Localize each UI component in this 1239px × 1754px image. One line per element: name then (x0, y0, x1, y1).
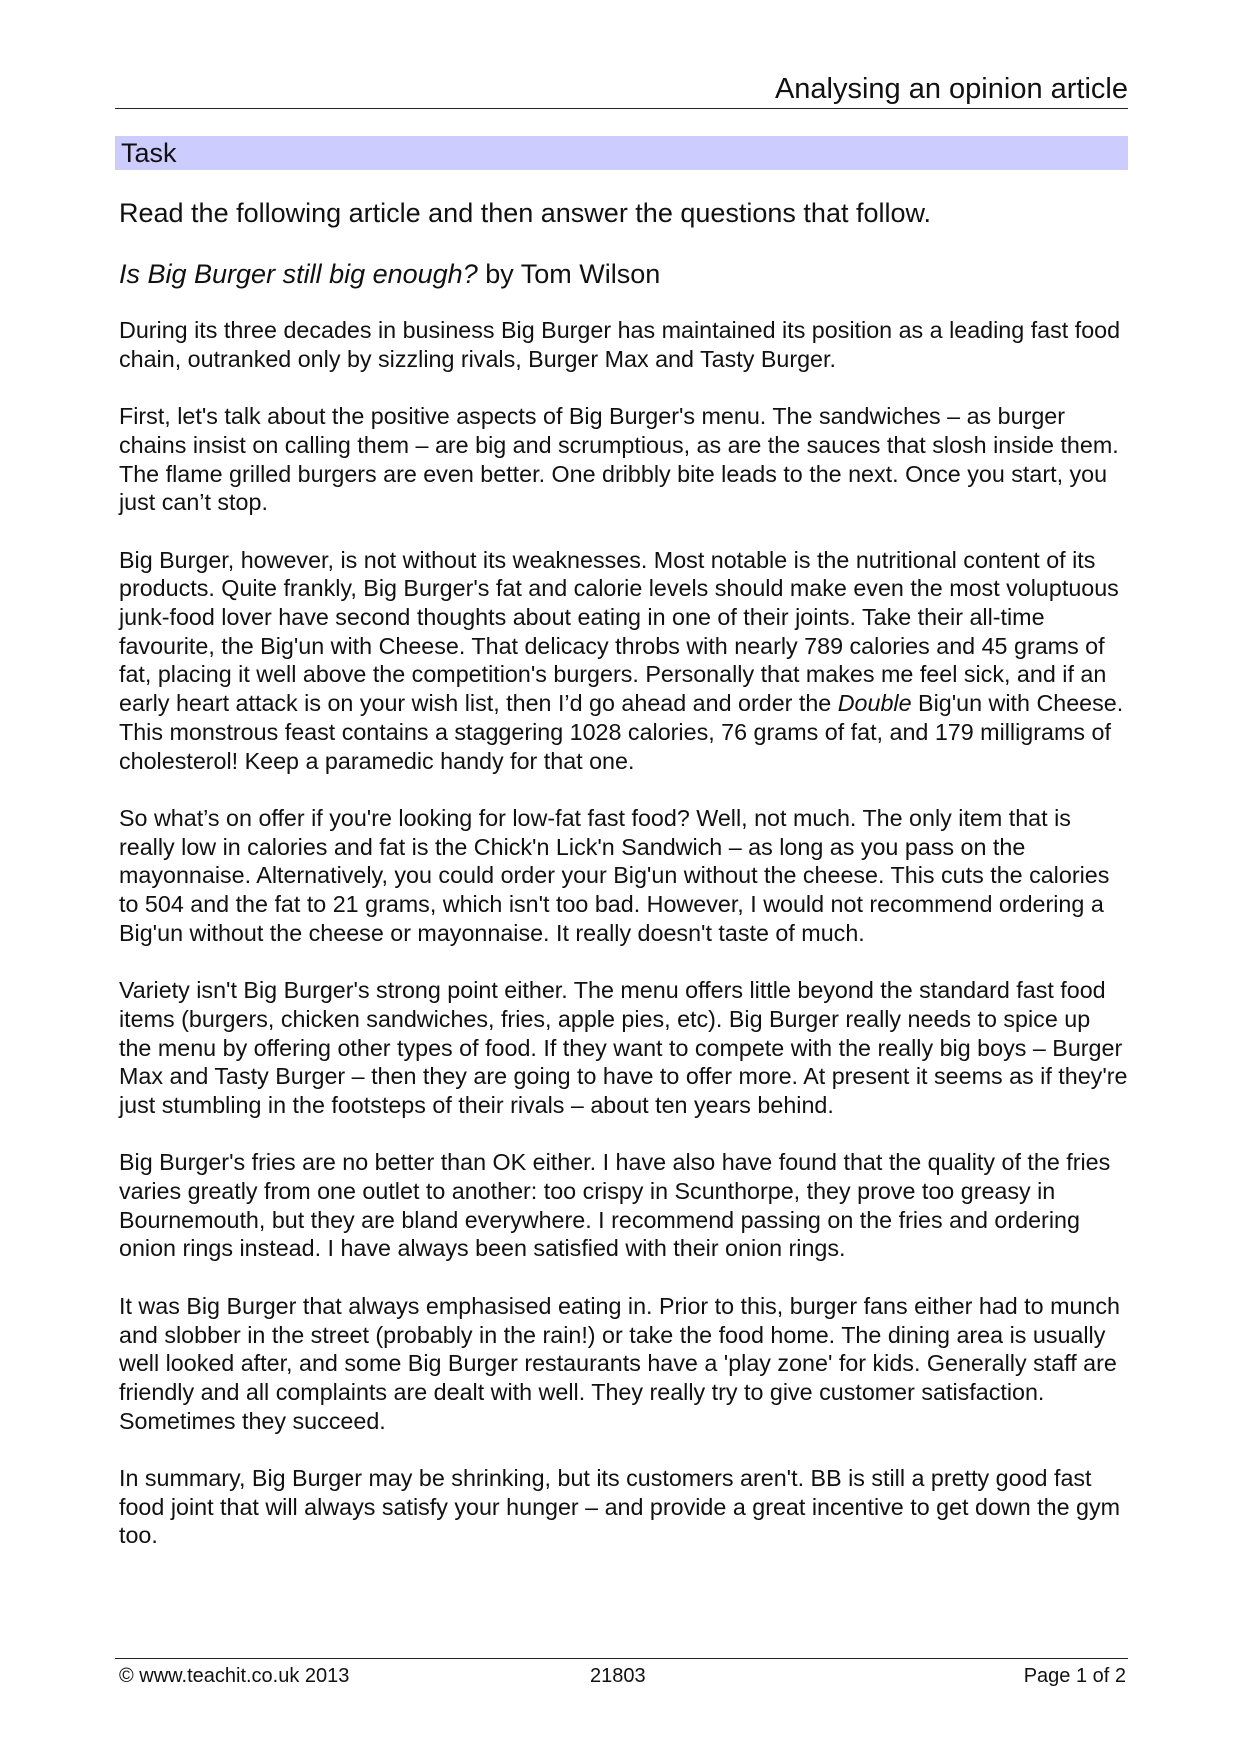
article-title: Is Big Burger still big enough? (119, 259, 478, 289)
paragraph: Big Burger's fries are no better than OK either. I have also have found that the quality of the fries varies greatly from one outlet to another: too crispy in Scunthorpe, they prove too greasy in Bournemouth, but they are bland everywhere. I recommend passing on the fries and ordering onion rings instead. I have always been satisfied with their onion rings. (119, 1149, 1111, 1262)
paragraph: It was Big Burger that always emphasised eating in. Prior to this, burger fans either had to munch and slobber in the street (probably in the rain!) or take the food home. The dining area is usually well looked after, and some Big Burger restaurants have a 'play zone' for kids. Generally staff are friendly and all complaints are dealt with well. They really try to give customer satisfaction. Sometimes they succeed. (119, 1292, 1120, 1434)
paragraph: During its three decades in business Big Burger has maintained its position as a leading fast food chain, outranked only by sizzling rivals, Burger Max and Tasty Burger. (119, 317, 1121, 372)
footer-copyright: © www.teachit.co.uk 2013 (119, 1665, 350, 1687)
paragraph: In summary, Big Burger may be shrinking, but its customers aren't. BB is still a pretty good fast food joint that will always satisfy your hunger – and provide a great incentive to get down the gym too. (119, 1465, 1121, 1549)
paragraph-text: Big Burger, however, is not without its weaknesses. Most notable is the nutritional content of its products. Quite frankly, Big Burger's fat and calorie levels should make even the most voluptuous junk-food lover have second thoughts about eating in one of their joints. Take their all-time favourite, the Big'un with Cheese. That delicacy throbs with nearly 789 calories and 45 grams of fat, placing it well above the competition's burgers. Personally that makes me feel sick, and if an early heart attack is on your wish list, then I’d go ahead and order the (119, 546, 1119, 717)
paragraph (119, 546, 1129, 776)
instruction-text: Read the following article and then answer the questions that follow. (119, 198, 932, 228)
paragraph-text: Big'un with Cheese. This monstrous feast contains a staggering 1028 calories, 76 grams of fat, and 179 milligrams of cholesterol! Keep a paramedic handy for that one. (119, 690, 1124, 774)
article-byline: by Tom Wilson (477, 259, 661, 289)
footer-divider (115, 1658, 1128, 1659)
emphasis-text: Double (837, 690, 912, 717)
article-heading (119, 257, 660, 291)
footer-page-number: Page 1 of 2 (1023, 1665, 1126, 1687)
paragraph: Variety isn't Big Burger's strong point either. The menu offers little beyond the standard fast food items (burgers, chicken sandwiches, fries, apple pies, etc). Big Burger really needs to spice up the menu by offering other types of food. If they want to compete with the really big boys – Burger Max and Tasty Burger – then they are going to have to offer more. At present it seems as if they're just stumbling in the footsteps of their rivals – about ten years behind. (119, 977, 1128, 1118)
task-label: Task (121, 138, 177, 168)
paragraph: So what’s on offer if you're looking for low-fat fast food? Well, not much. The only item that is really low in calories and fat is the Chick'n Lick'n Sandwich – as long as you pass on the mayonnaise. Alternatively, you could order your Big'un without the cheese. This cuts the calories to 504 and the fat to 21 grams, which isn't too bad. However, I would not recommend ordering a Big'un without the cheese or mayonnaise. It really doesn't taste of much. (119, 804, 1110, 946)
page-header-title: Analysing an opinion article (774, 73, 1128, 105)
paragraph: First, let's talk about the positive aspects of Big Burger's menu. The sandwiches – as burger chains insist on calling them – are big and scrumptious, as are the sauces that slosh inside them. The flame grilled burgers are even better. One dribbly bite leads to the next. Once you start, you just can’t stop. (119, 403, 1119, 516)
header-divider (115, 108, 1128, 109)
article-body (119, 316, 1129, 1579)
task-banner (115, 136, 1128, 170)
footer-resource-code: 21803 (590, 1665, 646, 1687)
